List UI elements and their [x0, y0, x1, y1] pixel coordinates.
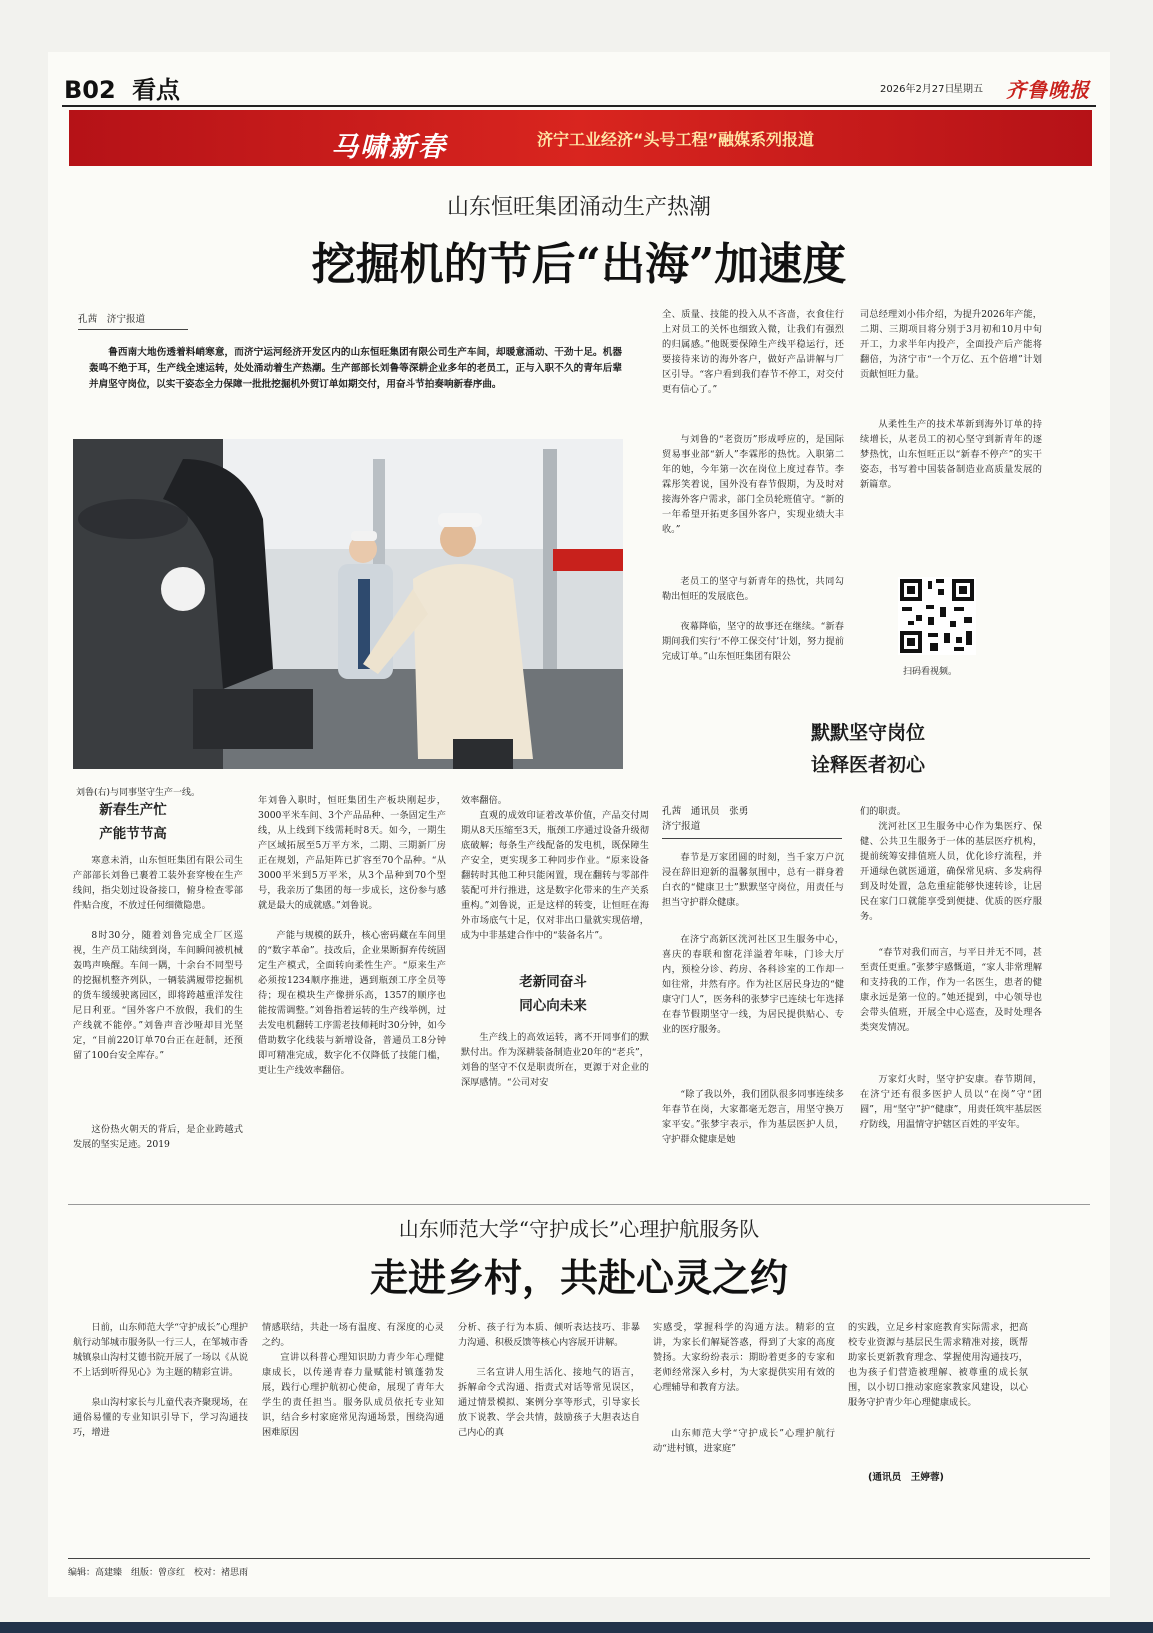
article2-col2-para4: 万家灯火时，坚守护安康。春节期间，在济宁还有很多医护人员以“在岗”守“团圆”，用“坚守”护“健康”，用责任筑牢基层医疗防线，用温情守护辖区百姓的平安年。: [860, 1074, 1042, 1130]
article2-byline-line1: 孔茜 通讯员 张勇: [662, 806, 749, 817]
header-rule: [62, 105, 1096, 107]
article3-col4-para2: 山东师范大学“守护成长”心理护航行动“进村镇，进家庭”: [653, 1428, 835, 1454]
issue-weekday: 星期五: [953, 84, 983, 95]
article3-col1-para2: 泉山沟村家长与儿童代表齐聚现场，在通俗易懂的专业知识引导下，学习沟通技巧，增进: [73, 1397, 248, 1438]
footer-rule: [68, 1558, 1090, 1559]
article1-col2-para1: 年刘鲁入职时，恒旺集团生产板块刚起步，3000平米车间、3个产品品种、一条固定生产线，从上线到下线需耗时8天。如今，一期生产区域拓展至5万平方米，二期、三期新厂房正在规划，产品矩阵已扩容至70个品种。“从3000平米到5万平米，从3个品种到70个型号，我亲历了集团的每一步成长，这份参与感就是最大的成就感。”刘鲁说。: [258, 795, 446, 911]
article1-headline: 挖掘机的节后“出海”加速度: [311, 239, 847, 290]
article2-col2-para3: “春节对我们而言，与平日并无不同，甚至责任更重。”张梦宇感慨道，“家人非常理解和支持我的工作，作为一名医生，患者的健康永远是第一位的。”她还提到，中心领导也会带头值班，开展全中心巡查，及时处理各类突发情况。: [860, 947, 1042, 1033]
issue-date: 2026年2月27日: [880, 84, 955, 95]
article2-col2-para2: 洸河社区卫生服务中心作为集医疗、保健、公共卫生服务于一体的基层医疗机构，提前统筹安排值班人员，优化诊疗流程，并开通绿色就医通道，确保常见病、多发病得到及时处置，急危重症能够快速转诊，让居民在家门口就能享受到便捷、优质的医疗服务。: [860, 821, 1042, 922]
factory-photo-illustration: [73, 439, 623, 769]
byline-rule: [78, 329, 188, 330]
article1-col4-para4: 夜幕降临，坚守的故事还在继续。“新春期间我们实行‘不停工保交付’计划，努力提前完成订单。”山东恒旺集团有限公: [662, 621, 844, 662]
photo-caption: 刘鲁(右)与同事坚守生产一线。: [76, 788, 201, 798]
article1-col1-para3: 这份热火朝天的背后，是企业跨越式发展的坚实足迹。2019: [73, 1124, 243, 1150]
article1-col5-para2: 从柔性生产的技术革新到海外订单的持续增长，从老员工的初心坚守到新青年的逐梦热忱，山东恒旺正以“新春不停产”的实干姿态，书写着中国装备制造业高质量发展的新篇章。: [860, 419, 1042, 490]
article1-col4-para1: 全、质量、技能的投入从不吝啬，衣食住行上对员工的关怀也细致入微，让我们有强烈的归属感。”他既要保障生产线平稳运行，还要接待来访的海外客户，做好产品讲解与厂区引导。“客户看到我们春节不停工，对交付更有信心了。”: [662, 309, 844, 395]
newspaper-brand: 齐鲁晚报: [1006, 78, 1090, 102]
article3-headline: 走进乡村，共赴心灵之约: [369, 1255, 788, 1300]
editor-credits: 编辑：高建臻 组版：曾彦红 校对：褚思雨: [68, 1568, 249, 1578]
article3-col3-para2: 三名宣讲人用生活化、接地气的语言，拆解命令式沟通、指责式对话等常见误区，通过情景模拟、案例分享等形式，引导家长放下说教、学会共情，鼓励孩子大胆表达自己内心的真: [458, 1367, 640, 1438]
article3-credit: (通讯员 王婷蓉): [868, 1472, 944, 1483]
article1-col2-para2: 产能与规模的跃升，核心密码藏在车间里的“数字革命”。技改后，企业果断摒弃传统固定生产模式，全面转向柔性生产。“原来生产必须按1234顺序推进，遇到瓶颈工序全员等待；现在模块生产像拼乐高，1357的顺序也能按需调整。”刘鲁指着运转的生产线举例，过去发电机翻转工序需老技师耗时30分钟，如今借助数字化线装与新增设备，普通员工8分钟即可精准完成，数字化不仅降低了技能门槛，更让生产线效率翻倍。: [258, 930, 446, 1076]
subheading-2-line2: 同心向未来: [519, 998, 587, 1014]
article2-col1-para2: 在济宁高新区洸河社区卫生服务中心，喜庆的春联和窗花洋溢着年味，门诊大厅内，预检分诊、药房、各科诊室的工作却一如往常，井然有序。作为社区居民身边的“健康守门人”，医务科的张梦宇已连续七年选择在春节假期坚守一线，为居民提供贴心、专业的医疗服务。: [662, 934, 844, 1035]
article3-col2-para1: 情感联结，共赴一场有温度、有深度的心灵之约。: [262, 1322, 444, 1348]
qr-caption: 扫码看视频。: [903, 667, 958, 677]
article1-col4-para3: 老员工的坚守与新青年的热忱，共同勾勒出恒旺的发展底色。: [662, 576, 844, 602]
article3-col3-para1: 分析、孩子行为本质、倾听表达技巧、非暴力沟通、积极反馈等核心内容展开讲解。: [458, 1322, 640, 1348]
article1-subhead: 山东恒旺集团涌动生产热潮: [446, 195, 711, 220]
newspaper-page: [48, 52, 1110, 1597]
page-code: B02: [64, 76, 116, 104]
article3-subhead: 山东师范大学“守护成长”心理护航服务队: [398, 1217, 760, 1241]
article2-byline-line2: 济宁报道: [662, 821, 701, 832]
banner-subtitle: 济宁工业经济“头号工程”融媒系列报道: [537, 130, 815, 149]
section-name: 看点: [132, 76, 181, 104]
article2-headline-line2: 诠释医者初心: [810, 754, 925, 776]
subheading-1-line1: 新春生产忙: [99, 802, 167, 818]
screen-bottom-band: [0, 1622, 1153, 1633]
article2-col1-para3: “除了我以外，我们团队很多同事连续多年春节在岗，大家都毫无怨言，用坚守换万家平安。”张梦宇表示，作为基层医护人员，守护群众健康是她: [662, 1089, 844, 1145]
article1-subheading-2: [488, 970, 618, 1018]
article1-col5-para1: 司总经理刘小伟介绍，为提升2026年产能，二期、三期项目将分别于3月初和10月中旬开工，力求半年内投产，全面投产后产能将翻倍，为济宁市“一个万亿、五个倍增”计划贡献恒旺力量。: [860, 309, 1042, 380]
article3-col1-para1: 日前，山东师范大学“守护成长”心理护航行动邹城市服务队一行三人，在邹城市香城镇泉山沟村艾德书院开展了一场以《从说不上话到听得见心》为主题的精彩宣讲。: [73, 1322, 248, 1378]
article2-headline-line1: 默默坚守岗位: [810, 722, 925, 744]
article1-photo: [73, 439, 623, 769]
article1-col3-para2: 直观的成效印证着改革价值，产品交付周期从8天压缩至3天，瓶颈工序通过设备升级彻底破解；每条生产线配备的发电机，既保障生产安全，更实现多工种同步作业。“原来设备翻转时其他工种只能闲置，现在翻转与零部件装配可并行推进，这是数字化带来的生产关系重构。”刘鲁说，正是这样的转变，让恒旺在海外市场底气十足，仅对非出口量就实现倍增，成为中非基建合作中的“装备名片”。: [461, 810, 649, 941]
article2-byline: [662, 804, 748, 834]
article2-byline-rule: [662, 838, 842, 839]
article3-col4-para1: 实感受，掌握科学的沟通方法。精彩的宣讲，为家长们解疑答惑，得到了大家的高度赞扬。大家纷纷表示：期盼着更多的专家和老师经常深入乡村，为大家提供实用有效的心理辅导和教育方法。: [653, 1322, 835, 1393]
qr-code[interactable]: [898, 577, 976, 655]
page-header: [64, 70, 180, 105]
article1-col1-para2: 8时30分，随着刘鲁完成全厂区巡视，生产员工陆续到岗，车间瞬间被机械轰鸣声唤醒。车间一隅，十余台不同型号的挖掘机整齐列队，一辆装满履带挖掘机的货车缓缓驶离园区，即将跨越重洋发往尼日利亚。“国外客户不放假，我们的生产线就不能停。”刘鲁声音沙哑却目光坚定，“目前220订单70台正在赶制，还预留了100台安全库存。”: [73, 930, 243, 1061]
article1-col4-para2: 与刘鲁的“老资历”形成呼应的，是国际贸易事业部“新人”李霖彤的热忱。入职第二年的她，今年第一次在岗位上度过春节。李霖彤笑着说，国外没有春节假期，为及时对接海外客户需求，部门全员轮班值守。“新的一年希望开拓更多国外客户，实现业绩大丰收。”: [662, 434, 844, 535]
series-banner: [69, 110, 1092, 166]
article1-subheading-1: [73, 798, 193, 846]
subheading-1-line2: 产能节节高: [99, 826, 167, 842]
article1-byline: 孔茜 济宁报道: [78, 314, 146, 325]
article2-headline: [748, 717, 988, 781]
article1-col3-para3: 生产线上的高效运转，离不开同事们的默默付出。作为深耕装备制造业20年的“老兵”，刘鲁的坚守不仅是职责所在，更源于对企业的深厚感情。“公司对安: [461, 1032, 649, 1088]
article2-col1-para1: 春节是万家团圆的时刻，当千家万户沉浸在辞旧迎新的温馨氛围中，总有一群身着白衣的“健康卫士”默默坚守岗位，用责任与担当守护群众健康。: [662, 852, 844, 908]
article3-col5-para1: 的实践，立足乡村家庭教育实际需求，把高校专业资源与基层民生需求精准对接，既帮助家长更新教育理念、掌握使用沟通技巧，也为孩子们营造被理解、被尊重的成长氛围，以小切口推动家庭家教家风建设，以心服务守护青少年心理健康成长。: [848, 1322, 1028, 1408]
article3-top-rule: [68, 1204, 1090, 1205]
qr-code-graphic: [898, 577, 976, 655]
article1-col1-para1: 寒意未消，山东恒旺集团有限公司生产部部长刘鲁已裹着工装外套穿梭在生产线间，指尖划过设备接口，俯身检查零部件贴合度，不放过任何细微隐患。: [73, 855, 243, 911]
article3-col2-para2: 宣讲以科普心理知识助力青少年心理健康成长，以传递青春力量赋能村镇蓬勃发展，践行心理护航初心使命，展现了青年大学生的责任担当。服务队成员依托专业知识，结合乡村家庭常见沟通场景，围绕沟通困难原因: [262, 1352, 444, 1438]
banner-calligraphy: 马啸新春: [331, 132, 447, 163]
article1-intro: 鲁西南大地伤透着料峭寒意，而济宁运河经济开发区内的山东恒旺集团有限公司生产车间，却暖意涌动、干劲十足。机器轰鸣不绝于耳，生产线全速运转，处处涌动着生产热潮。生产部部长刘鲁等深耕企业多年的老员工，正与入职不久的青年后辈并肩坚守岗位，以实干姿态全力保障一批批挖掘机外贸订单如期交付，用奋斗节拍奏响新春序曲。: [89, 347, 622, 390]
article2-col2-para1: 们的职责。: [860, 806, 906, 817]
subheading-2-line1: 老新同奋斗: [519, 974, 587, 990]
article1-col3-para1: 效率翻倍。: [461, 795, 507, 806]
